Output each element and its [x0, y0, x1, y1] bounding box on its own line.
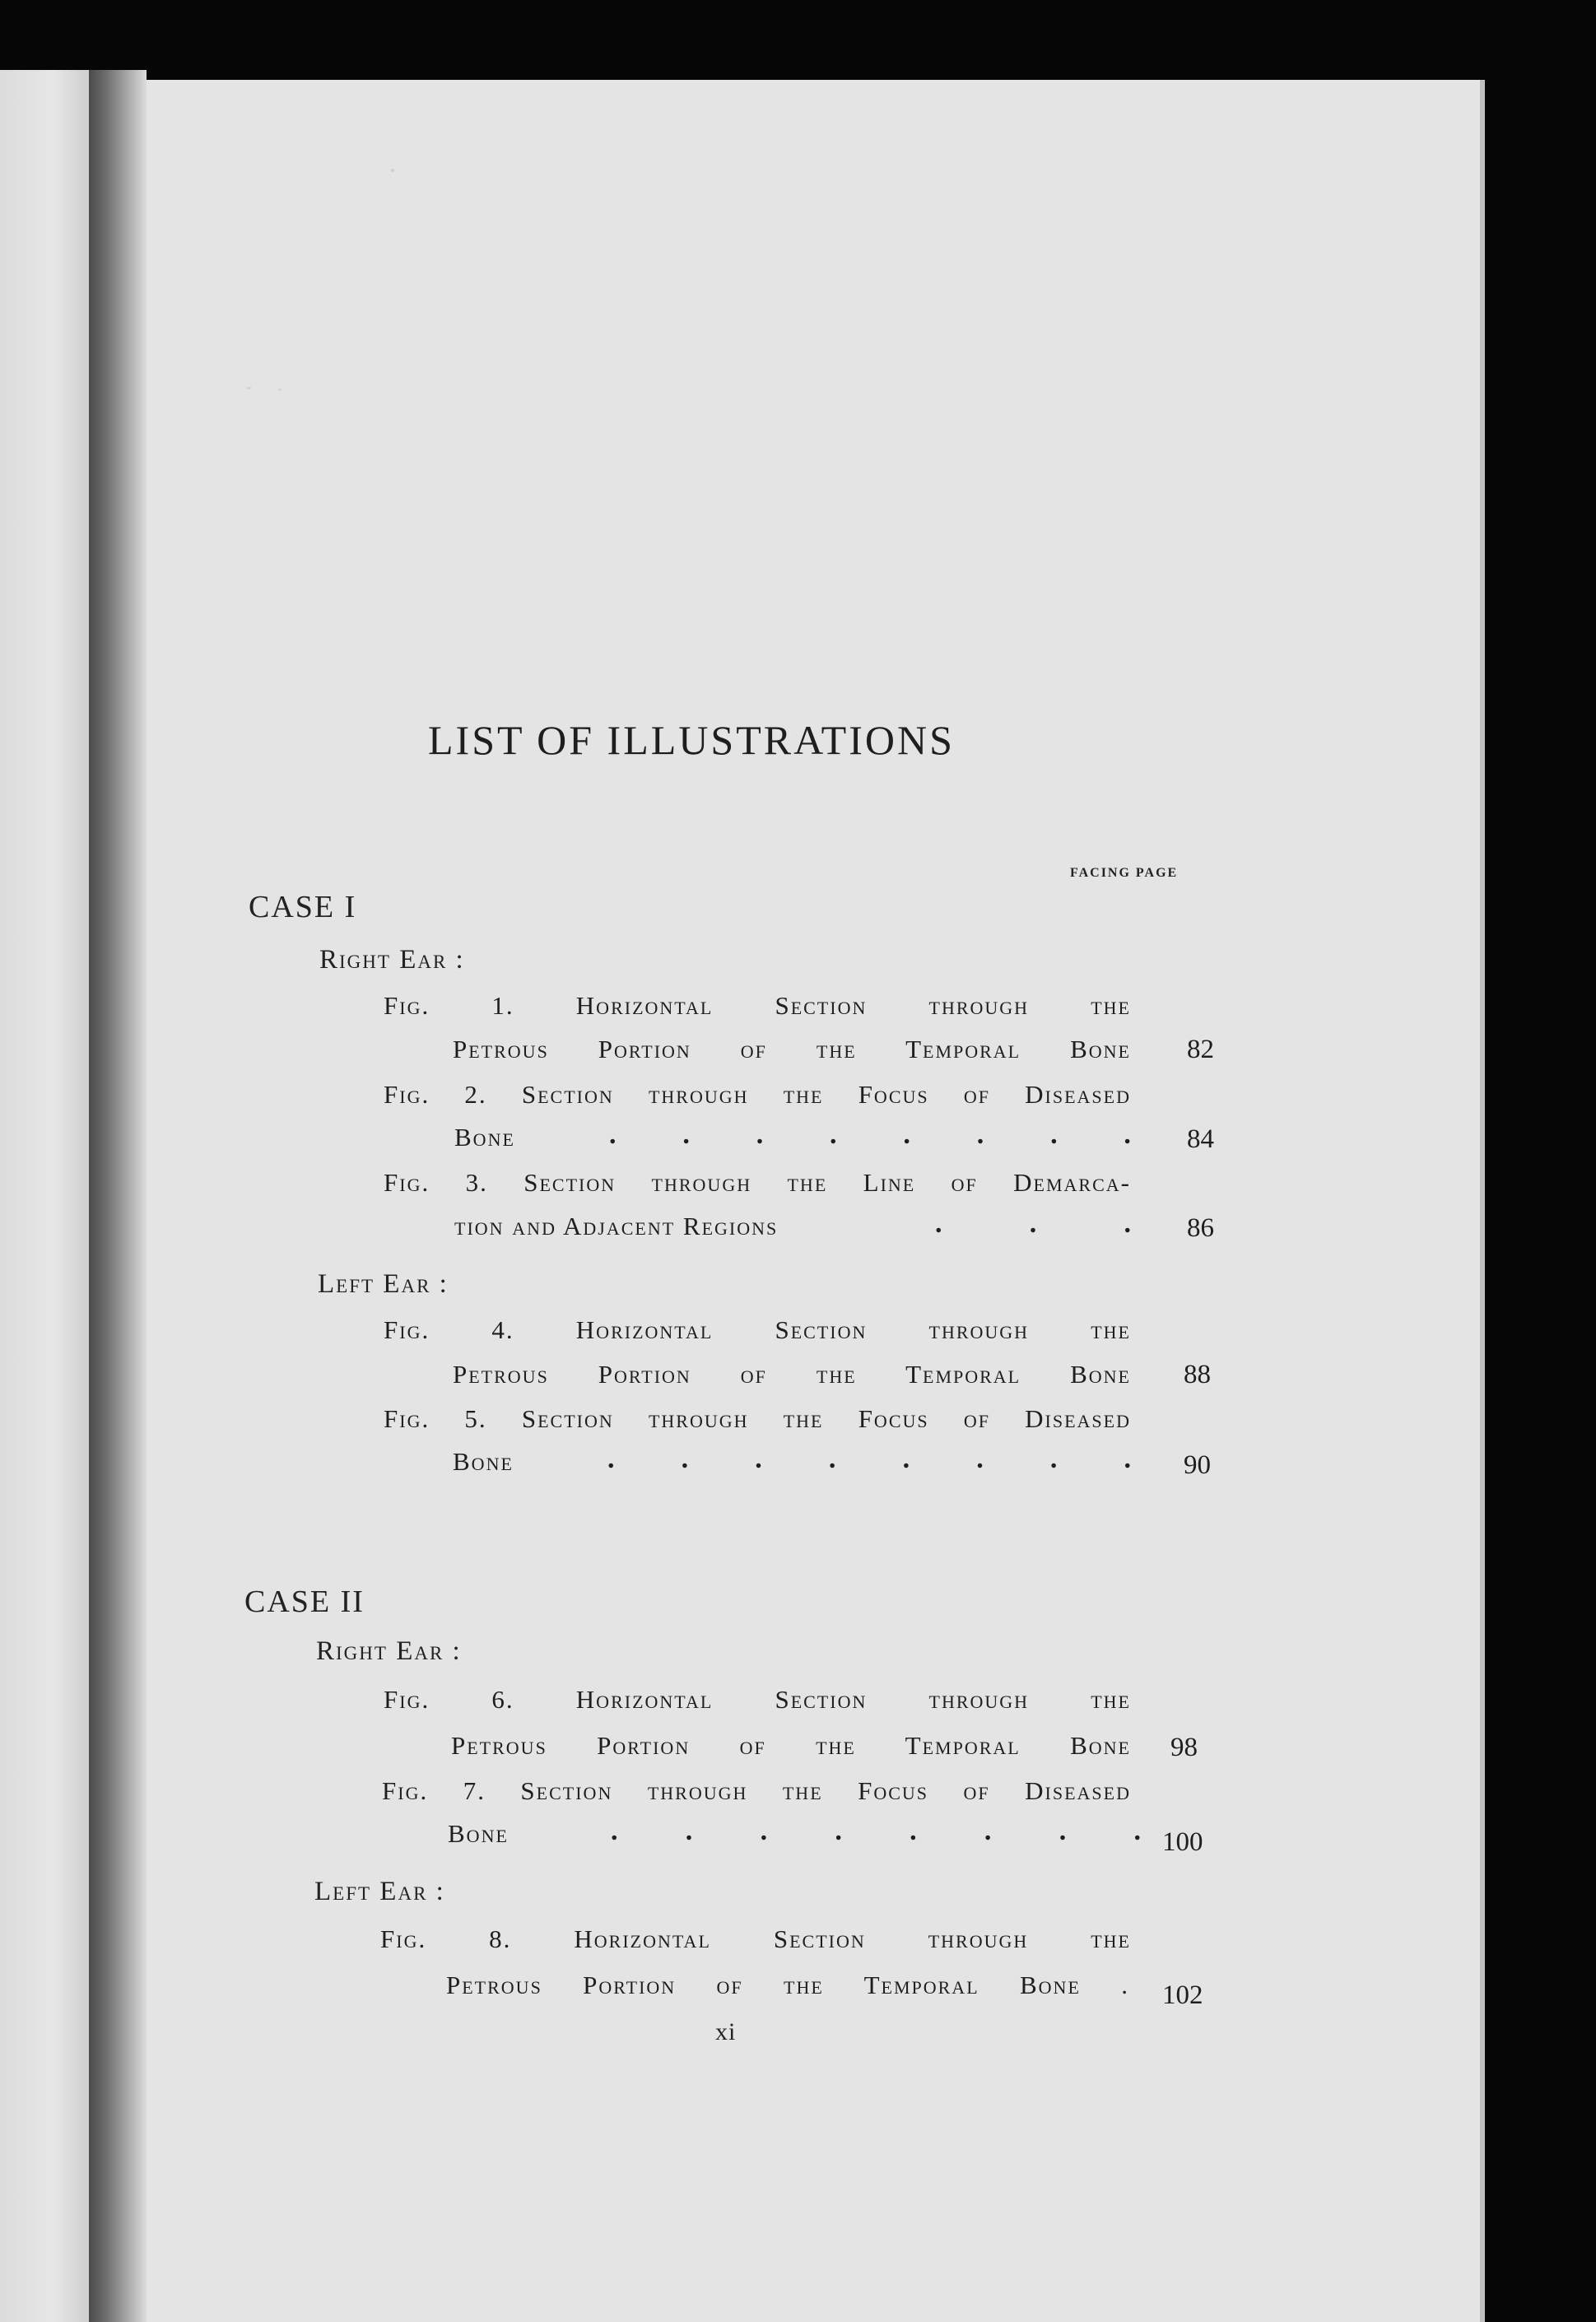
- dot-leader: . . . . . . . .: [607, 1444, 1131, 1474]
- ear-heading: Right Ear :: [316, 1636, 462, 1666]
- page-number: 86: [1187, 1213, 1214, 1243]
- figure-entry-line: Fig. 3. Section through the Line of Demarca-: [384, 1168, 1131, 1197]
- figure-entry-line: tion and Adjacent Regions: [454, 1212, 779, 1240]
- scan-speck: [391, 169, 394, 172]
- figure-entry-line: Bone: [453, 1447, 514, 1476]
- scan-speck: [278, 389, 282, 391]
- scan-speck: [247, 387, 251, 389]
- figure-entry-line: Petrous Portion of the Temporal Bone: [453, 1035, 1131, 1063]
- case-heading: CASE I: [249, 890, 357, 924]
- page-number: 98: [1170, 1733, 1198, 1762]
- ear-heading: Right Ear :: [319, 945, 465, 975]
- page-number: 100: [1162, 1827, 1203, 1857]
- page-right-edge: [1480, 80, 1485, 2322]
- dot-leader: . . .: [935, 1208, 1131, 1239]
- page-number: 90: [1184, 1450, 1211, 1480]
- ear-heading: Left Ear :: [314, 1877, 445, 1906]
- case-heading: CASE II: [244, 1584, 365, 1619]
- page-folio: xi: [715, 2018, 737, 2045]
- facing-page-edge: [0, 70, 89, 2322]
- figure-entry-line: Petrous Portion of the Temporal Bone .: [446, 1971, 1129, 1999]
- page-number: 82: [1187, 1035, 1214, 1064]
- figure-entry-line: Fig. 1. Horizontal Section through the: [384, 991, 1131, 1020]
- figure-entry-line: Fig. 8. Horizontal Section through the: [380, 1924, 1131, 1953]
- page-number: 84: [1187, 1124, 1214, 1154]
- figure-entry-line: Bone: [454, 1123, 515, 1152]
- figure-entry-line: Petrous Portion of the Temporal Bone: [453, 1360, 1131, 1389]
- figure-entry-line: Fig. 4. Horizontal Section through the: [384, 1315, 1131, 1344]
- facing-page-label: FACING PAGE: [1070, 866, 1179, 880]
- book-gutter-shadow: [89, 70, 147, 2322]
- figure-entry-line: Bone: [448, 1819, 509, 1848]
- page-title: LIST OF ILLUSTRATIONS: [428, 717, 955, 763]
- figure-entry-line: Fig. 6. Horizontal Section through the: [384, 1685, 1131, 1714]
- dot-leader: . . . . . . . .: [609, 1119, 1131, 1150]
- ear-heading: Left Ear :: [318, 1269, 449, 1299]
- dot-leader: . . . . . . . .: [611, 1816, 1141, 1846]
- figure-entry-line: Fig. 7. Section through the Focus of Diseased: [382, 1776, 1131, 1805]
- page-number: 102: [1162, 1980, 1203, 2010]
- figure-entry-line: Petrous Portion of the Temporal Bone: [451, 1731, 1131, 1760]
- figure-entry-line: Fig. 2. Section through the Focus of Diseased: [384, 1080, 1131, 1109]
- figure-entry-line: Fig. 5. Section through the Focus of Diseased: [384, 1404, 1131, 1433]
- page-number: 88: [1184, 1360, 1211, 1389]
